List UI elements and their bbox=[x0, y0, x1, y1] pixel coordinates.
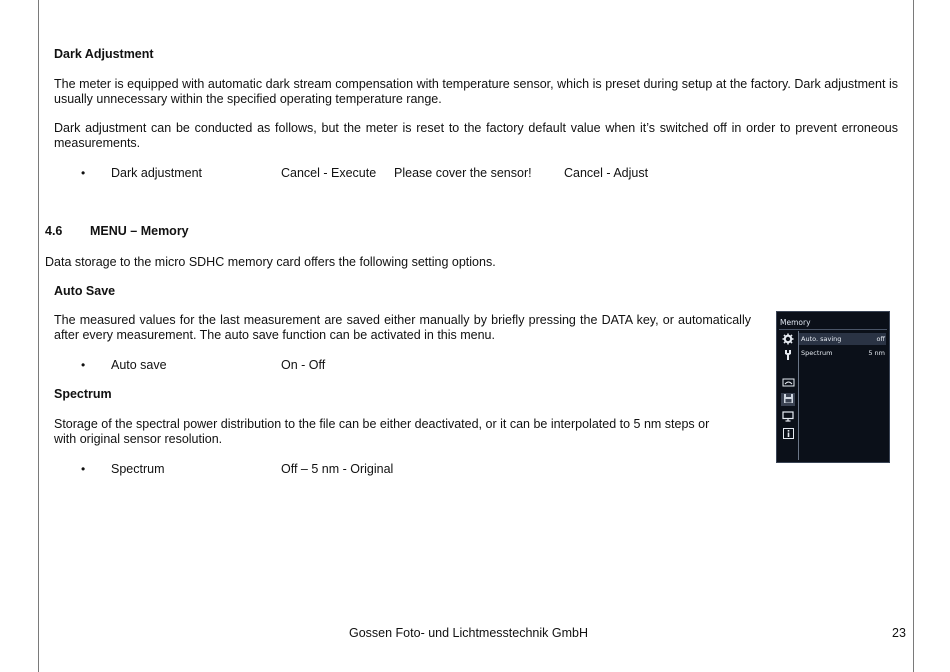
device-menu-row-label: Spectrum bbox=[801, 349, 833, 357]
auto-save-bullet-label: Auto save bbox=[111, 358, 167, 372]
meter-icon bbox=[781, 377, 795, 390]
dark-adjustment-paragraph-1: The meter is equipped with automatic dark stream compensation with temperature sensor, which is preset during setup at the factory. Dark adjustment is usually unnecessary within the specified operating temperature range. bbox=[54, 77, 898, 106]
device-menu-row-value: 5 nm bbox=[868, 349, 885, 357]
dark-adjustment-option-1: Cancel - Execute bbox=[281, 166, 377, 180]
dark-adjustment-option-3: Cancel - Adjust bbox=[564, 166, 649, 180]
spectrum-heading: Spectrum bbox=[54, 387, 112, 401]
device-menu-row-label: Auto. saving bbox=[801, 335, 842, 343]
auto-save-options: On - Off bbox=[281, 358, 326, 372]
device-menu-divider bbox=[779, 329, 887, 330]
device-menu-row-auto-saving bbox=[799, 333, 886, 345]
page-number: 23 bbox=[892, 626, 906, 640]
info-icon bbox=[781, 428, 795, 441]
wrench-icon bbox=[781, 349, 795, 362]
bullet-dot: • bbox=[81, 166, 86, 180]
device-menu-row-spectrum bbox=[799, 347, 886, 359]
monitor-icon bbox=[781, 411, 795, 424]
footer-company: Gossen Foto- und Lichtmesstechnik GmbH bbox=[349, 626, 588, 640]
section-title: MENU – Memory bbox=[90, 224, 189, 238]
spectrum-paragraph: Storage of the spectral power distribution to the file can be either deactivated, or it can be interpolated to 5 nm steps or with original sensor resolution. bbox=[54, 417, 710, 446]
device-menu-row-value: off bbox=[876, 335, 885, 343]
auto-save-paragraph: The measured values for the last measurement are saved either manually by briefly pressing the DATA key, or automatically after every measurement. The auto save function can be activated in this menu. bbox=[54, 313, 751, 342]
gear-icon bbox=[781, 333, 795, 346]
bullet-dot: • bbox=[81, 358, 86, 372]
dark-adjustment-paragraph-2: Dark adjustment can be conducted as follows, but the meter is reset to the factory default value when it’s switched off in order to prevent erroneous measurements. bbox=[54, 121, 898, 150]
dark-adjustment-heading: Dark Adjustment bbox=[54, 47, 154, 61]
section-intro: Data storage to the micro SDHC memory card offers the following setting options. bbox=[45, 255, 496, 269]
auto-save-heading: Auto Save bbox=[54, 284, 116, 298]
page-right-rule bbox=[913, 0, 914, 672]
device-menu-screenshot bbox=[776, 311, 890, 463]
bullet-dot: • bbox=[81, 462, 86, 476]
device-menu-sidebar bbox=[779, 331, 799, 460]
section-number: 4.6 bbox=[45, 224, 63, 238]
spectrum-bullet-label: Spectrum bbox=[111, 462, 165, 476]
page-left-rule bbox=[38, 0, 39, 672]
dark-adjustment-option-2: Please cover the sensor! bbox=[394, 166, 532, 180]
device-menu-title: Memory bbox=[780, 318, 811, 327]
spectrum-options: Off – 5 nm - Original bbox=[281, 462, 394, 476]
floppy-disk-icon bbox=[781, 393, 795, 406]
dark-adjustment-bullet-label: Dark adjustment bbox=[111, 166, 203, 180]
